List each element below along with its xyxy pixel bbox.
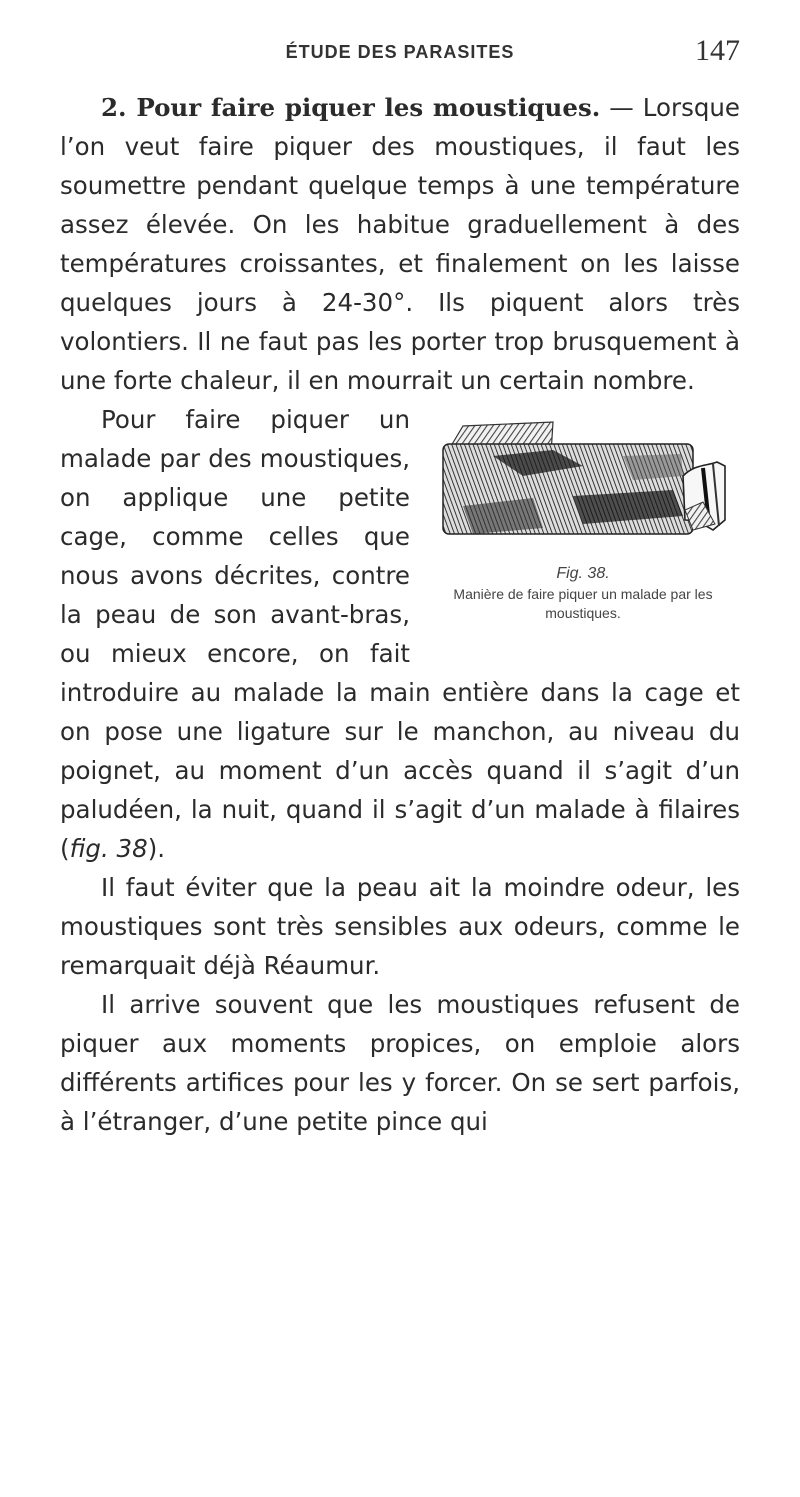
paragraph-3: Il faut éviter que la peau ait la moindre odeur, les moustiques sont très sensibles aux odeurs, comme le remarquait déjà Réaumur.: [60, 873, 740, 980]
figure-caption: [418, 564, 748, 623]
paragraph-2-end: ).: [147, 834, 166, 863]
paragraph-4: Il arrive souvent que les moustiques refusent de piquer aux moments propices, on emploie alors différents artifices pour les y forcer. On se sert parfois, à l’étranger, d’une petite pince qui: [60, 990, 740, 1136]
heading-dash: —: [600, 93, 643, 122]
running-head: [60, 34, 740, 74]
figure-number: Fig. 38.: [556, 565, 610, 582]
arm-cage-illustration: [433, 406, 733, 564]
paragraph-1-text: Lorsque l’on veut faire piquer des moustiques, il faut les soumettre pendant quelque temps à une température assez élevée. On les habitue graduellement à des températures croissantes, et finalement on les laisse quelques jours à 24-30°. Ils piquent alors très volontiers. Il ne faut pas les porter trop brusquement à une forte chaleur, il en mourrait un certain nombre.: [60, 93, 740, 395]
running-title: ÉTUDE DES PARASITES: [285, 42, 515, 62]
page-number: 147: [695, 34, 740, 67]
section-heading: 2. Pour faire piquer les moustiques.: [101, 93, 601, 122]
figure-caption-text: Manière de faire piquer un malade par les moustiques.: [453, 586, 713, 621]
body-text: [60, 88, 740, 1141]
figure-reference[interactable]: fig. 38: [69, 834, 148, 863]
figure-38: [418, 406, 748, 662]
paragraph-2-text: Pour faire piquer un malade par des moustiques, on applique une petite cage, comme celles que nous avons décrites, contre la peau de son avant-bras, ou mieux encore, on fait introduire au malade la main entière dans la cage et on pose une ligature sur le manchon, au niveau du poignet, au moment d’un accès quand il s’agit d’un paludéen, la nuit, quand il s’agit d’un malade à filaires (: [60, 405, 740, 863]
paragraph-1: [60, 88, 740, 400]
